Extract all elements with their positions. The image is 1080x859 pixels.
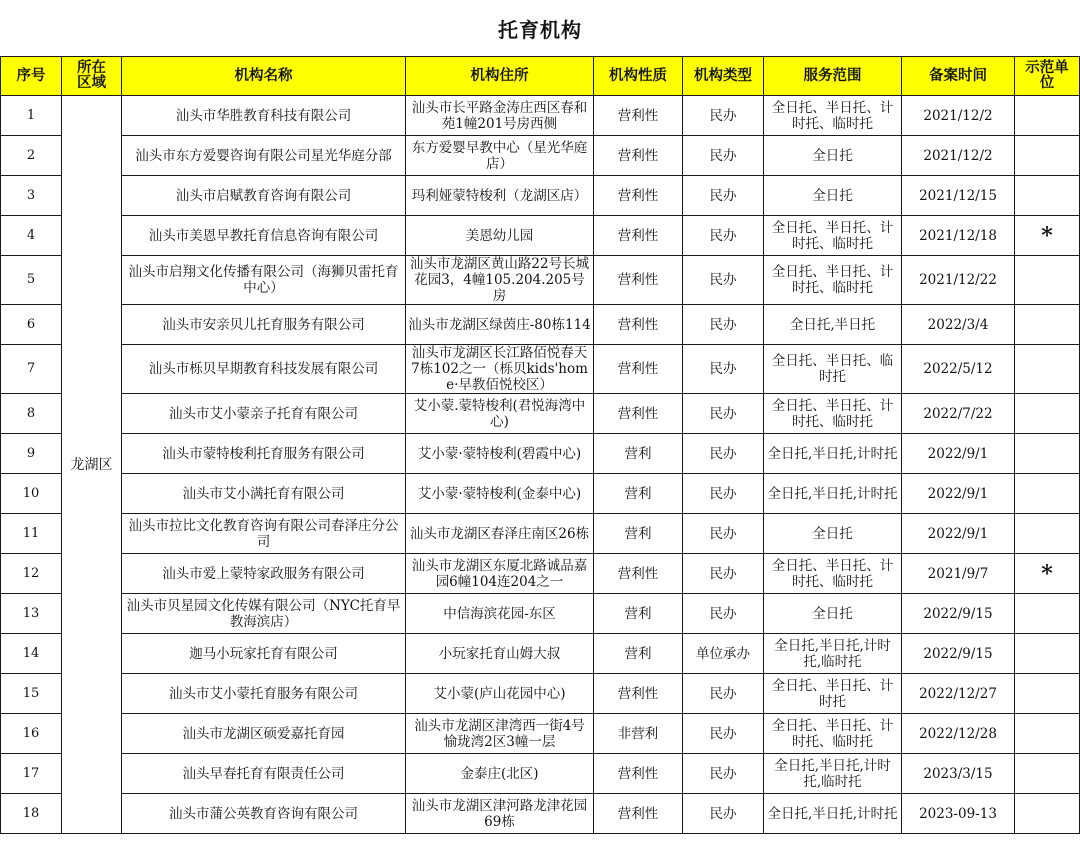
seq-cell: 5 [1, 256, 62, 305]
institution-name-cell: 汕头市启赋教育咨询有限公司 [122, 176, 406, 216]
institution-name-cell: 汕头市拉比文化教育咨询有限公司春泽庄分公司 [122, 514, 406, 554]
institution-nature-cell: 营利性 [594, 794, 683, 834]
institution-type-cell: 民办 [683, 136, 764, 176]
institution-address-cell: 汕头市龙湖区黄山路22号长城花园3，4幢105.204.205号房 [406, 256, 594, 305]
institution-address-cell: 中信海滨花园-东区 [406, 594, 594, 634]
institution-address-cell: 艾小蒙.蒙特梭利(君悦海湾中心) [406, 394, 594, 434]
institution-name-cell: 汕头市栎贝早期教育科技发展有限公司 [122, 345, 406, 394]
institution-nature-cell: 营利性 [594, 754, 683, 794]
service-scope-cell: 全日托 [764, 594, 902, 634]
institution-name-cell: 汕头市贝星园文化传媒有限公司（NYC托育早教海滨店） [122, 594, 406, 634]
institution-type-cell: 民办 [683, 176, 764, 216]
service-scope-cell: 全日托,半日托 [764, 305, 902, 345]
demo-unit-cell: * [1015, 554, 1080, 594]
institution-type-cell: 民办 [683, 216, 764, 256]
institution-type-cell: 民办 [683, 714, 764, 754]
table-row [1, 754, 1080, 794]
table-row [1, 634, 1080, 674]
institution-type-cell: 民办 [683, 754, 764, 794]
institution-name-cell: 汕头市龙湖区硕爱嘉托育园 [122, 714, 406, 754]
institution-nature-cell: 营利性 [594, 256, 683, 305]
institution-address-cell: 汕头市长平路金涛庄西区春和苑1幢201号房西侧 [406, 96, 594, 136]
demo-unit-cell [1015, 474, 1080, 514]
institution-name-cell: 汕头市艾小蒙亲子托育有限公司 [122, 394, 406, 434]
filing-date-cell: 2021/12/18 [902, 216, 1015, 256]
demo-unit-cell [1015, 176, 1080, 216]
institution-name-cell: 汕头市美恩早教托育信息咨询有限公司 [122, 216, 406, 256]
filing-date-cell: 2021/12/15 [902, 176, 1015, 216]
service-scope-cell: 全日托,半日托,计时托,临时托 [764, 634, 902, 674]
filing-date-cell: 2022/9/15 [902, 594, 1015, 634]
institution-type-cell: 单位承办 [683, 634, 764, 674]
filing-date-cell: 2022/12/27 [902, 674, 1015, 714]
institution-nature-cell: 非营利 [594, 714, 683, 754]
seq-cell: 9 [1, 434, 62, 474]
institution-name-cell: 汕头早春托育有限责任公司 [122, 754, 406, 794]
table-row [1, 345, 1080, 394]
institution-type-cell: 民办 [683, 96, 764, 136]
table-row [1, 176, 1080, 216]
filing-date-cell: 2022/5/12 [902, 345, 1015, 394]
institution-address-cell: 金泰庄(北区) [406, 754, 594, 794]
table-row [1, 794, 1080, 834]
institution-name-cell: 汕头市安亲贝儿托育服务有限公司 [122, 305, 406, 345]
demo-unit-cell [1015, 634, 1080, 674]
institution-type-cell: 民办 [683, 594, 764, 634]
service-scope-cell: 全日托、半日托、计时托、临时托 [764, 554, 902, 594]
institution-nature-cell: 营利性 [594, 554, 683, 594]
filing-date-cell: 2022/9/15 [902, 634, 1015, 674]
seq-cell: 16 [1, 714, 62, 754]
filing-date-cell: 2022/7/22 [902, 394, 1015, 434]
service-scope-cell: 全日托、半日托、计时托、临时托 [764, 96, 902, 136]
institution-address-cell: 汕头市龙湖区绿茵庄-80栋114 [406, 305, 594, 345]
institution-address-cell: 汕头市龙湖区东厦北路诚品嘉园6幢104连204之一 [406, 554, 594, 594]
institution-nature-cell: 营利性 [594, 305, 683, 345]
header-seq: 序号 [1, 57, 62, 96]
institution-type-cell: 民办 [683, 514, 764, 554]
demo-unit-cell [1015, 345, 1080, 394]
service-scope-cell: 全日托,半日托,计时托 [764, 434, 902, 474]
seq-cell: 7 [1, 345, 62, 394]
institution-name-cell: 汕头市蒲公英教育咨询有限公司 [122, 794, 406, 834]
page-title: 托育机构 [498, 17, 582, 42]
institution-address-cell: 美恩幼儿园 [406, 216, 594, 256]
table-row [1, 96, 1080, 136]
institution-name-cell: 汕头市爱上蒙特家政服务有限公司 [122, 554, 406, 594]
demo-unit-cell [1015, 256, 1080, 305]
institution-nature-cell: 营利性 [594, 394, 683, 434]
filing-date-cell: 2021/12/2 [902, 136, 1015, 176]
header-nature: 机构性质 [594, 57, 683, 96]
institution-type-cell: 民办 [683, 394, 764, 434]
seq-cell: 14 [1, 634, 62, 674]
institution-nature-cell: 营利性 [594, 345, 683, 394]
institution-type-cell: 民办 [683, 256, 764, 305]
filing-date-cell: 2022/9/1 [902, 434, 1015, 474]
institution-type-cell: 民办 [683, 434, 764, 474]
demo-unit-cell: * [1015, 216, 1080, 256]
demo-unit-cell [1015, 305, 1080, 345]
demo-unit-cell [1015, 96, 1080, 136]
filing-date-cell: 2022/9/1 [902, 474, 1015, 514]
header-address: 机构住所 [406, 57, 594, 96]
header-district: 所在区域 [62, 57, 122, 96]
filing-date-cell: 2021/9/7 [902, 554, 1015, 594]
seq-cell: 11 [1, 514, 62, 554]
service-scope-cell: 全日托,半日托,计时托 [764, 794, 902, 834]
institution-nature-cell: 营利 [594, 474, 683, 514]
seq-cell: 1 [1, 96, 62, 136]
seq-cell: 18 [1, 794, 62, 834]
table-row [1, 434, 1080, 474]
service-scope-cell: 全日托、半日托、临时托 [764, 345, 902, 394]
institution-name-cell: 汕头市艾小蒙托育服务有限公司 [122, 674, 406, 714]
header-scope: 服务范围 [764, 57, 902, 96]
demo-unit-cell [1015, 794, 1080, 834]
seq-cell: 17 [1, 754, 62, 794]
institution-address-cell: 玛利娅蒙特梭利（龙湖区店） [406, 176, 594, 216]
filing-date-cell: 2022/12/28 [902, 714, 1015, 754]
institution-address-cell: 艾小蒙(庐山花园中心) [406, 674, 594, 714]
seq-cell: 4 [1, 216, 62, 256]
institution-address-cell: 汕头市龙湖区津河路龙津花园69栋 [406, 794, 594, 834]
institution-nature-cell: 营利 [594, 434, 683, 474]
demo-unit-cell [1015, 714, 1080, 754]
institution-nature-cell: 营利性 [594, 216, 683, 256]
institution-name-cell: 汕头市东方爱婴咨询有限公司星光华庭分部 [122, 136, 406, 176]
table-row [1, 216, 1080, 256]
service-scope-cell: 全日托,半日托,计时托,临时托 [764, 754, 902, 794]
seq-cell: 8 [1, 394, 62, 434]
table-row [1, 554, 1080, 594]
service-scope-cell: 全日托、半日托、计时托 [764, 674, 902, 714]
institution-name-cell: 迦马小玩家托育有限公司 [122, 634, 406, 674]
header-demo: 示范单位 [1015, 57, 1080, 96]
seq-cell: 6 [1, 305, 62, 345]
institution-nature-cell: 营利性 [594, 176, 683, 216]
service-scope-cell: 全日托、半日托、计时托、临时托 [764, 216, 902, 256]
institution-type-cell: 民办 [683, 345, 764, 394]
service-scope-cell: 全日托 [764, 136, 902, 176]
institution-type-cell: 民办 [683, 305, 764, 345]
filing-date-cell: 2023/3/15 [902, 754, 1015, 794]
institution-type-cell: 民办 [683, 674, 764, 714]
institution-nature-cell: 营利 [594, 594, 683, 634]
institution-type-cell: 民办 [683, 794, 764, 834]
table-row [1, 305, 1080, 345]
demo-unit-cell [1015, 754, 1080, 794]
institution-nature-cell: 营利 [594, 514, 683, 554]
seq-cell: 15 [1, 674, 62, 714]
demo-unit-cell [1015, 674, 1080, 714]
demo-unit-cell [1015, 434, 1080, 474]
institution-address-cell: 东方爱婴早教中心（星光华庭店） [406, 136, 594, 176]
institution-address-cell: 汕头市龙湖区津湾西一街4号愉珑湾2区3幢一层 [406, 714, 594, 754]
header-name: 机构名称 [122, 57, 406, 96]
service-scope-cell: 全日托、半日托、计时托、临时托 [764, 394, 902, 434]
institution-name-cell: 汕头市蒙特梭利托育服务有限公司 [122, 434, 406, 474]
service-scope-cell: 全日托 [764, 514, 902, 554]
header-type: 机构类型 [683, 57, 764, 96]
seq-cell: 10 [1, 474, 62, 514]
header-date: 备案时间 [902, 57, 1015, 96]
table-row [1, 136, 1080, 176]
table-row [1, 714, 1080, 754]
seq-cell: 2 [1, 136, 62, 176]
institution-nature-cell: 营利性 [594, 96, 683, 136]
institution-name-cell: 汕头市艾小满托育有限公司 [122, 474, 406, 514]
institution-nature-cell: 营利 [594, 634, 683, 674]
institution-address-cell: 汕头市龙湖区春泽庄南区26栋 [406, 514, 594, 554]
district-cell: 龙湖区 [62, 96, 122, 834]
service-scope-cell: 全日托,半日托,计时托 [764, 474, 902, 514]
demo-unit-cell [1015, 514, 1080, 554]
table-row [1, 514, 1080, 554]
seq-cell: 3 [1, 176, 62, 216]
demo-unit-cell [1015, 394, 1080, 434]
seq-cell: 12 [1, 554, 62, 594]
table-row [1, 394, 1080, 434]
institution-type-cell: 民办 [683, 554, 764, 594]
institution-address-cell: 汕头市龙湖区长江路佰悦春天7栋102之一（栎贝kids'home·早教佰悦校区） [406, 345, 594, 394]
filing-date-cell: 2023-09-13 [902, 794, 1015, 834]
seq-cell: 13 [1, 594, 62, 634]
institution-address-cell: 艾小蒙·蒙特梭利(碧霞中心) [406, 434, 594, 474]
institution-name-cell: 汕头市启翔文化传播有限公司（海狮贝雷托育中心） [122, 256, 406, 305]
table-row [1, 474, 1080, 514]
institution-nature-cell: 营利性 [594, 674, 683, 714]
demo-unit-cell [1015, 594, 1080, 634]
filing-date-cell: 2021/12/2 [902, 96, 1015, 136]
service-scope-cell: 全日托、半日托、计时托、临时托 [764, 714, 902, 754]
institution-address-cell: 艾小蒙·蒙特梭利(金泰中心) [406, 474, 594, 514]
filing-date-cell: 2021/12/22 [902, 256, 1015, 305]
institution-nature-cell: 营利性 [594, 136, 683, 176]
demo-unit-cell [1015, 136, 1080, 176]
table-row [1, 674, 1080, 714]
table-row [1, 594, 1080, 634]
filing-date-cell: 2022/9/1 [902, 514, 1015, 554]
institution-type-cell: 民办 [683, 474, 764, 514]
filing-date-cell: 2022/3/4 [902, 305, 1015, 345]
table-header-row [1, 57, 1080, 96]
institution-address-cell: 小玩家托育山姆大叔 [406, 634, 594, 674]
service-scope-cell: 全日托、半日托、计时托、临时托 [764, 256, 902, 305]
table-row [1, 256, 1080, 305]
institution-name-cell: 汕头市华胜教育科技有限公司 [122, 96, 406, 136]
childcare-institutions-table [0, 56, 1080, 834]
service-scope-cell: 全日托 [764, 176, 902, 216]
